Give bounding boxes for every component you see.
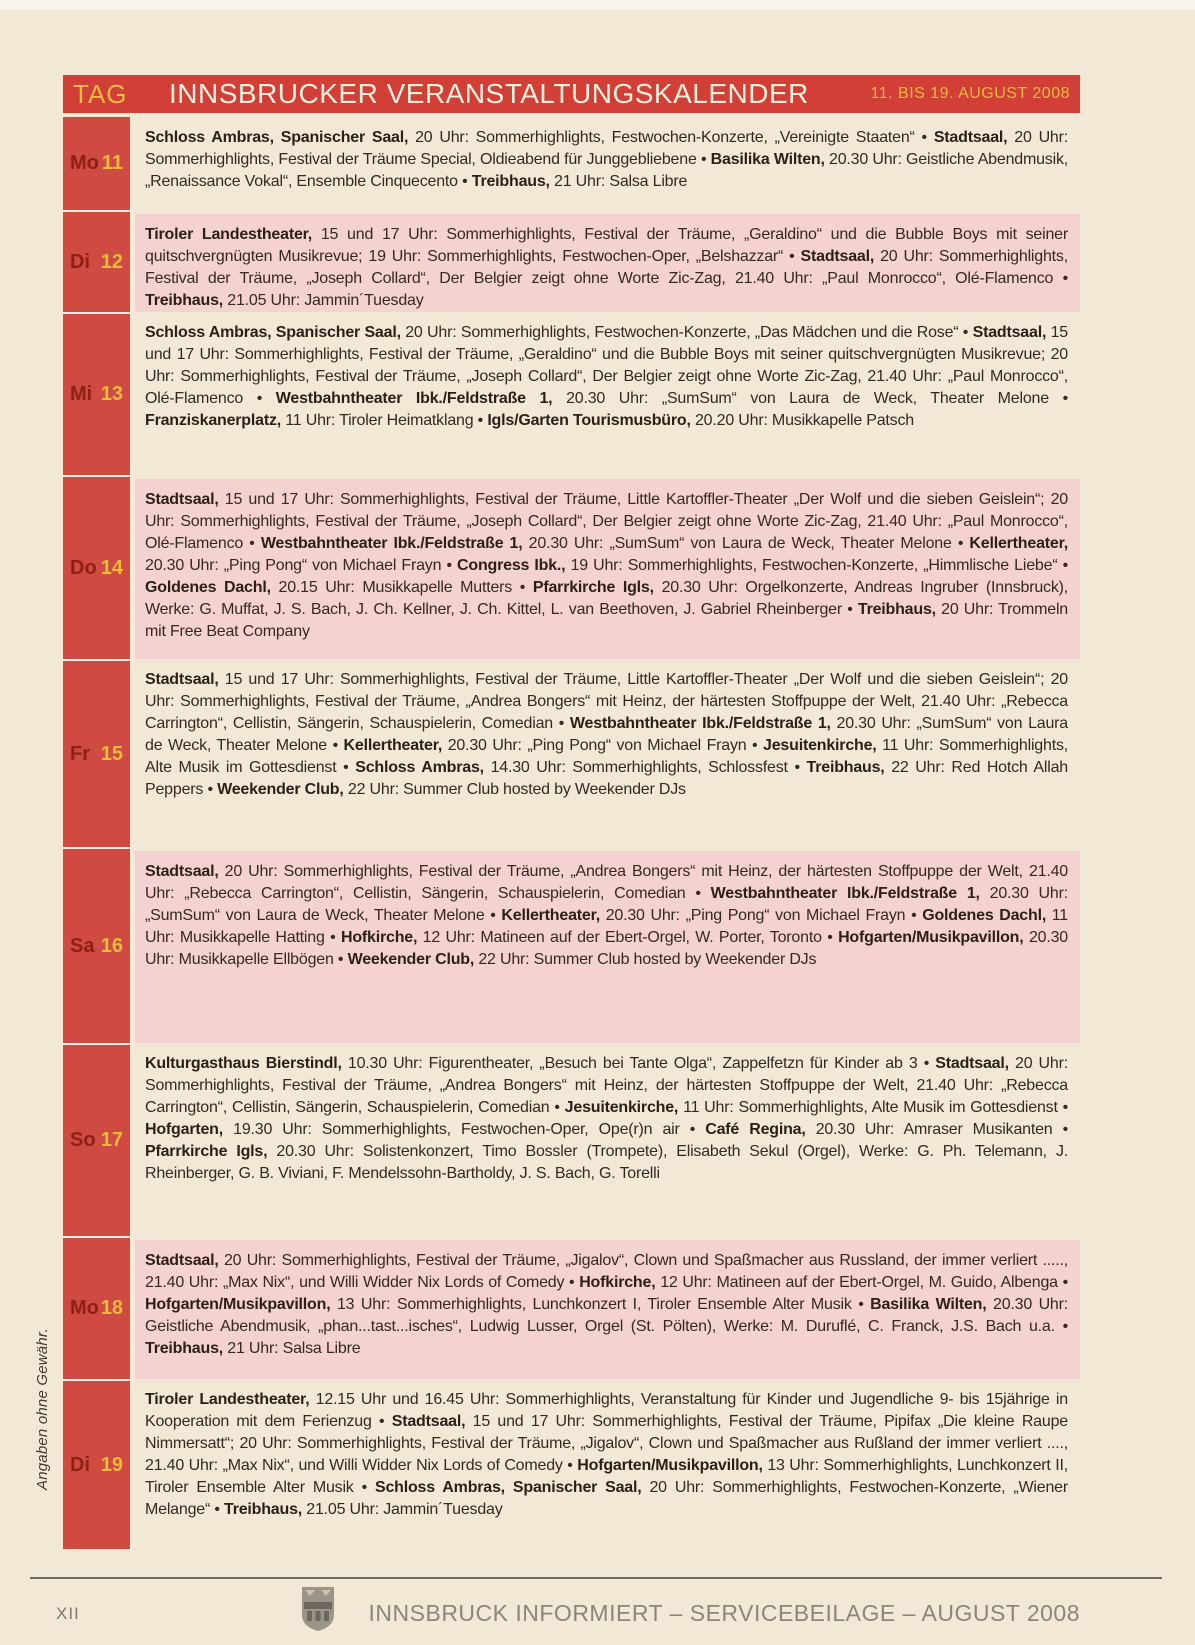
event-details: 21.05 Uhr: Jammin´Tuesday: [223, 292, 424, 309]
event-details: 11 Uhr: Sommerhighlights, Alte Musik im Gottesdienst •: [678, 1099, 1068, 1116]
event-details: 20.30 Uhr: „SumSum“ von Laura de Weck, Theater Melone •: [145, 885, 1068, 924]
day-events-text: [135, 851, 1080, 1043]
venue-name: Weekender Club,: [217, 781, 344, 798]
day-number: 16: [100, 934, 123, 957]
event-details: 11 Uhr: Sommerhighlights, Alte Musik im Gottesdienst •: [145, 737, 1068, 776]
venue-name: Westbahntheater Ibk./Feldstraße 1,: [710, 885, 980, 902]
day-cell: [63, 210, 130, 312]
venue-name: Hofgarten,: [145, 1121, 224, 1138]
venue-name: Stadtsaal,: [145, 671, 219, 688]
footer-divider: [30, 1577, 1162, 1579]
event-details: 20.30 Uhr: „SumSum“ von Laura de Weck, Theater Melone •: [145, 715, 1068, 754]
event-details: 20 Uhr: Trommeln mit Free Beat Company: [145, 601, 1068, 640]
event-details: 15 und 17 Uhr: Sommerhighlights, Festival der Träume, „Geraldino“ und die Bubble Boys mit seiner quitschvergnügten Musikrevue; 19 Uhr: Sommerhighlights, Festwochen-Oper, „Belshazzar“ •: [145, 226, 1069, 265]
day-events-text: [135, 1379, 1080, 1549]
venue-name: Café Regina,: [705, 1121, 806, 1138]
day-events-text: [135, 214, 1080, 312]
event-details: 15 und 17 Uhr: Sommerhighlights, Festival der Träume, Little Kartoffler-Theater „Der Wolf und die sieben Geislein“; 20 Uhr: Sommerhighlights, Festival der Träume, „Joseph Collard“, Der Belgier zeigt ohne Worte Zic-Zag, 21.40 Uhr: „Paul Monrocco“, Olé-Flamenco •: [145, 491, 1068, 552]
event-details: 15 und 17 Uhr: Sommerhighlights, Festival der Träume, „Geraldino“ und die Bubble Boys mit seiner quitschvergnügten Musikrevue; 20 Uhr: Sommerhighlights, Festival der Träume, „Joseph Collard“, Der Belgier zeigt ohne Worte Zic-Zag, 21.40 Uhr: „Paul Monrocco“, Olé-Flamenco •: [145, 324, 1069, 407]
venue-name: Hofkirche,: [340, 929, 418, 946]
event-details: 22 Uhr: Summer Club hosted by Weekender DJs: [343, 781, 686, 798]
event-details: 20.30 Uhr: „SumSum“ von Laura de Weck, Theater Melone •: [552, 390, 1068, 407]
day-abbreviation: Sa: [70, 934, 95, 957]
event-details: 13 Uhr: Sommerhighlights, Lunchkonzert I, Tiroler Ensemble Alter Musik •: [330, 1296, 871, 1313]
date-range: 11. BIS 19. AUGUST 2008: [870, 85, 1070, 102]
event-details: 20.30 Uhr: Geistliche Abendmusik, „phan...tast...isches“, Ludwig Lusser, Orgel (St. Pölten), Werke: M. Duruflé, C. Franck, J.S. Bach u.a. •: [145, 1296, 1068, 1335]
event-details: 20 Uhr: Sommerhighlights, Festwochen-Konzerte, „Vereinigte Staaten“ •: [408, 129, 934, 146]
day-cell: [63, 659, 130, 847]
day-cell: [63, 475, 130, 659]
venue-name: Jesuitenkirche,: [763, 737, 877, 754]
event-details: 20 Uhr: Sommerhighlights, Festival der Träume, „Andrea Bongers“ mit Heinz, der härtesten Stoffpuppe der Welt, 21.40 Uhr: „Rebecca Carrington“, Cellistin, Sängerin, Schauspielerin, Comedian •: [145, 1055, 1068, 1116]
venue-name: Hofgarten/Musikpavillon,: [577, 1457, 763, 1474]
calendar-day-row-mo18: [63, 1236, 1080, 1379]
venue-name: Hofkirche,: [579, 1274, 656, 1291]
event-details: 20.30 Uhr: „Ping Pong“ von Michael Frayn •: [145, 557, 458, 574]
day-number: 12: [100, 250, 123, 273]
event-details: 20 Uhr: Sommerhighlights, Festival der Träume, „Jigalov“, Clown und Spaßmacher aus Russland, der immer verliert ....., 21.40 Uhr: „Max Nix“, und Willi Widder Nix Lords of Comedy •: [145, 1252, 1068, 1291]
event-details: 20 Uhr: Sommerhighlights, Festwochen-Konzerte, „Das Mädchen und die Rose“ •: [400, 324, 973, 341]
event-details: 11 Uhr: Tiroler Heimatklang •: [281, 412, 488, 429]
venue-name: Jesuitenkirche,: [564, 1099, 679, 1116]
day-number: 11: [101, 152, 123, 174]
day-cell: [63, 1379, 130, 1549]
venue-name: Igls/Garten Tourismusbüro,: [487, 412, 691, 429]
footer-publication-title: INNSBRUCK INFORMIERT – SERVICEBEILAGE – AUGUST 2008: [368, 1600, 1080, 1626]
day-events-text: [135, 1240, 1080, 1379]
event-details: 12 Uhr: Matineen auf der Ebert-Orgel, W. Porter, Toronto •: [417, 929, 839, 946]
venue-name: Franziskanerplatz,: [145, 412, 282, 429]
day-events-text: [135, 1043, 1080, 1236]
day-abbreviation: Mo: [70, 152, 99, 174]
venue-name: Westbahntheater Ibk./Feldstraße 1,: [275, 390, 553, 407]
venue-name: Hofgarten/Musikpavillon,: [838, 929, 1024, 946]
event-details: 20.30 Uhr: „SumSum“ von Laura de Weck, Theater Melone •: [522, 535, 970, 552]
venue-name: Treibhaus,: [224, 1501, 303, 1518]
day-cell: [63, 847, 130, 1043]
event-details: 10.30 Uhr: Figurentheater, „Besuch bei Tante Olga“, Zappelfetzn für Kinder ab 3 •: [341, 1055, 936, 1072]
page-number: XII: [56, 1604, 80, 1623]
day-number: 19: [100, 1453, 123, 1476]
event-details: 20.20 Uhr: Musikkapelle Patsch: [690, 412, 914, 429]
event-details: 19 Uhr: Sommerhighlights, Festwochen-Konzerte, „Himmlische Liebe“ •: [565, 557, 1069, 574]
event-details: 21.05 Uhr: Jammin´Tuesday: [302, 1501, 503, 1518]
venue-name: Kellertheater,: [501, 907, 600, 924]
venue-name: Treibhaus,: [471, 173, 550, 190]
day-cell: [63, 117, 130, 210]
calendar-day-row-sa16: [63, 847, 1080, 1043]
innsbruck-coat-of-arms-icon: [300, 1586, 336, 1632]
event-details: 20.30 Uhr: Geistliche Abendmusik, „Renaissance Vokal“, Ensemble Cinquecento •: [145, 151, 1069, 190]
event-details: 13 Uhr: Sommerhighlights, Lunchkonzert II, Tiroler Ensemble Alter Musik •: [145, 1457, 1068, 1496]
day-abbreviation: Mo: [70, 1297, 99, 1319]
venue-name: Kulturgasthaus Bierstindl,: [145, 1055, 342, 1072]
venue-name: Treibhaus,: [145, 1340, 224, 1357]
calendar-day-row-di12: [63, 210, 1080, 312]
event-details: 14.30 Uhr: Sommerhighlights, Schlossfest •: [483, 759, 807, 776]
day-number: 15: [100, 742, 123, 765]
day-abbreviation: Do: [70, 556, 97, 579]
event-details: 19.30 Uhr: Sommerhighlights, Festwochen-Oper, Ope(r)n air •: [223, 1121, 706, 1138]
event-details: 12 Uhr: Matineen auf der Ebert-Orgel, M. Guido, Albenga •: [655, 1274, 1069, 1291]
day-cell: [63, 1236, 130, 1379]
venue-name: Stadtsaal,: [800, 248, 875, 265]
event-details: 20 Uhr: Sommerhighlights, Festival der Träume, „Andrea Bongers“ mit Heinz, der härtesten Stoffpuppe der Welt, 21.40 Uhr: „Rebecca Carrington“, Cellistin, Sängerin, Schauspielerin, Comedian •: [145, 863, 1068, 902]
venue-name: Schloss Ambras,: [355, 759, 484, 776]
venue-name: Tiroler Landestheater,: [145, 226, 313, 243]
venue-name: Stadtsaal,: [145, 863, 219, 880]
tag-column-label: TAG: [73, 78, 128, 109]
venue-name: Stadtsaal,: [145, 1252, 219, 1269]
venue-name: Tiroler Landestheater,: [145, 1391, 310, 1408]
event-details: 22 Uhr: Red Hotch Allah Peppers •: [145, 759, 1068, 798]
event-calendar: [63, 75, 1080, 1549]
day-events-text: [135, 659, 1080, 847]
venue-name: Westbahntheater Ibk./Feldstraße 1,: [569, 715, 831, 732]
day-abbreviation: Di: [70, 1453, 90, 1476]
venue-name: Kellertheater,: [969, 535, 1068, 552]
venue-name: Basilika Wilten,: [870, 1296, 987, 1313]
day-abbreviation: So: [70, 1129, 96, 1151]
calendar-day-row-di19: [63, 1379, 1080, 1549]
calendar-day-row-mo11: [63, 117, 1080, 210]
day-cell: [63, 312, 130, 475]
venue-name: Westbahntheater Ibk./Feldstraße 1,: [260, 535, 523, 552]
event-details: 20.30 Uhr: Amraser Musikanten •: [805, 1121, 1068, 1138]
day-number: 14: [100, 556, 123, 579]
calendar-day-row-so17: [63, 1043, 1080, 1236]
venue-name: Schloss Ambras, Spanischer Saal,: [145, 129, 409, 146]
day-number: 18: [100, 1297, 123, 1319]
venue-name: Stadtsaal,: [935, 1055, 1009, 1072]
day-cell: [63, 1043, 130, 1236]
venue-name: Stadtsaal,: [145, 491, 219, 508]
venue-name: Basilika Wilten,: [710, 151, 825, 168]
calendar-day-row-mi13: [63, 312, 1080, 475]
venue-name: Hofgarten/Musikpavillon,: [145, 1296, 331, 1313]
calendar-day-row-do14: [63, 475, 1080, 659]
day-abbreviation: Di: [70, 250, 90, 273]
event-details: 20.30 Uhr: „Ping Pong“ von Michael Frayn •: [442, 737, 764, 754]
event-details: 11 Uhr: Musikkapelle Hatting •: [145, 907, 1068, 946]
day-abbreviation: Mi: [70, 383, 93, 405]
day-number: 13: [100, 383, 123, 405]
venue-name: Goldenes Dachl,: [922, 907, 1047, 924]
venue-name: Stadtsaal,: [933, 129, 1008, 146]
calendar-rows: [63, 117, 1080, 1549]
event-details: 15 und 17 Uhr: Sommerhighlights, Festival der Träume, Little Kartoffler-Theater „Der Wolf und die sieben Geislein“; 20 Uhr: Sommerhighlights, Festival der Träume, „Andrea Bongers“ mit Heinz, der härtesten Stoffpuppe der Welt, 21.40 Uhr: „Rebecca Carrington“, Cellistin, Sängerin, Schauspielerin, Comedian •: [145, 671, 1068, 732]
venue-name: Kellertheater,: [343, 737, 443, 754]
day-events-text: [135, 117, 1080, 210]
event-details: 20.30 Uhr: Musikkapelle Ellbögen •: [145, 929, 1068, 968]
day-events-text: [135, 479, 1080, 659]
calendar-header-bar: [63, 75, 1080, 113]
event-details: 12.15 Uhr und 16.45 Uhr: Sommerhighlights, Veranstaltung für Kinder und Jugendliche 9- bis 15jährige in Kooperation mit dem Ferienzug •: [145, 1391, 1068, 1430]
disclaimer-vertical-text: Angaben ohne Gewähr.: [34, 1328, 51, 1490]
event-details: 20 Uhr: Sommerhighlights, Festwochen-Konzerte, „Wiener Melange“ •: [145, 1479, 1068, 1518]
day-number: 17: [100, 1129, 123, 1151]
event-details: 15 und 17 Uhr: Sommerhighlights, Festival der Träume, Pipifax „Die kleine Raupe Nimmersatt“; 20 Uhr: Sommerhighlights, Festival der Träume, „Jigalov“, Clown und Spaßmacher aus Rußland der immer verliert ...., 21.40 Uhr: „Max Nix“, und Willi Widder Nix Lords of Comedy •: [145, 1413, 1068, 1474]
event-details: 22 Uhr: Summer Club hosted by Weekender DJs: [474, 951, 817, 968]
day-abbreviation: Fr: [70, 742, 90, 765]
venue-name: Schloss Ambras, Spanischer Saal,: [374, 1479, 642, 1496]
venue-name: Stadtsaal,: [972, 324, 1047, 341]
venue-name: Congress Ibk.,: [457, 557, 566, 574]
event-details: 21 Uhr: Salsa Libre: [223, 1340, 361, 1357]
event-details: 20.15 Uhr: Musikkapelle Mutters •: [270, 579, 533, 596]
venue-name: Pfarrkirche Igls,: [532, 579, 654, 596]
venue-name: Stadtsaal,: [391, 1413, 466, 1430]
event-details: 20.30 Uhr: Solistenkonzert, Timo Bossler (Trompete), Elisabeth Sekul (Orgel), Werke: G. Ph. Telemann, J. Rheinberger, G. B. Viviani, F. Mendelssohn-Bartholdy, J. S. Bach, G. Torelli: [145, 1143, 1068, 1182]
calendar-day-row-fr15: [63, 659, 1080, 847]
venue-name: Treibhaus,: [806, 759, 885, 776]
venue-name: Treibhaus,: [145, 292, 224, 309]
event-details: 20.30 Uhr: Orgelkonzerte, Andreas Ingruber (Innsbruck), Werke: G. Muffat, J. S. Bach, J. Ch. Kellner, J. Ch. Kittel, L. van Beethoven, J. Gabriel Rheinberger •: [145, 579, 1069, 618]
venue-name: Treibhaus,: [857, 601, 936, 618]
event-details: 20 Uhr: Sommerhighlights, Festival der Träume, „Joseph Collard“, Der Belgier zeigt ohne Worte Zic-Zag, 21.40 Uhr: „Paul Monrocco“, Olé-Flamenco •: [145, 248, 1068, 287]
day-events-text: [135, 312, 1080, 475]
venue-name: Goldenes Dachl,: [145, 579, 271, 596]
page-title: INNSBRUCKER VERANSTALTUNGSKALENDER: [169, 78, 809, 109]
venue-name: Pfarrkirche Igls,: [145, 1143, 268, 1160]
venue-name: Weekender Club,: [347, 951, 475, 968]
event-details: 21 Uhr: Salsa Libre: [549, 173, 688, 190]
event-details: 20 Uhr: Sommerhighlights, Festival der Träume Special, Oldieabend für Junggebliebene •: [145, 129, 1068, 168]
event-details: 20.30 Uhr: „Ping Pong“ von Michael Frayn •: [600, 907, 923, 924]
venue-name: Schloss Ambras, Spanischer Saal,: [145, 324, 401, 341]
